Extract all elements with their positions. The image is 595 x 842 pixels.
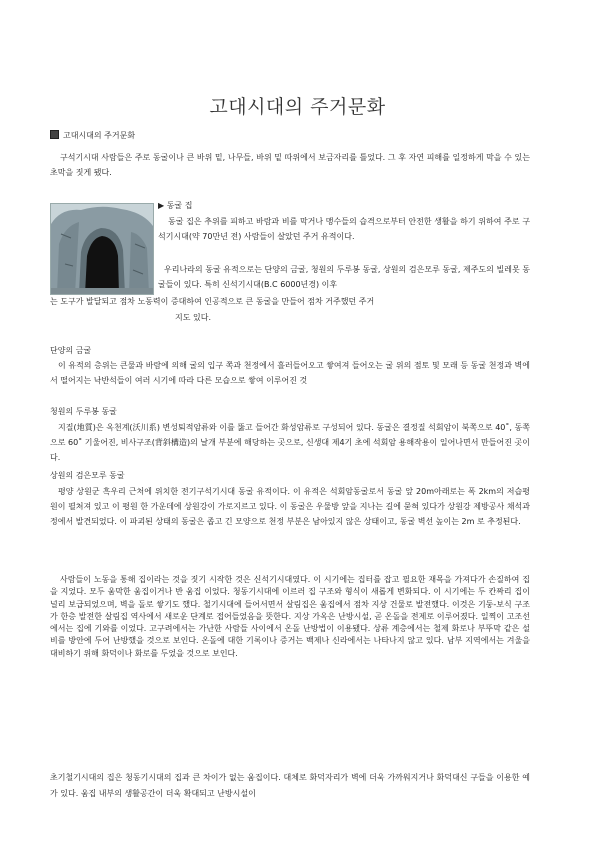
history-paragraph: 사람들이 노동을 통해 집이라는 것을 짓기 시작한 것은 신석기시대였다. 이 시기에는 집터를 잡고 필요한 재목을 가져다가 손질하여 집을 지었다. 모두 움막한 움집이거나 반 움집 이었다. 청동기시대에 이르러 집 구조와 형식이 새롭게 변화되다. 이 시기에는 두 칸짜리 집이 널리 보급되었으며, 벽을 돌로 쌓기도 했다. 철기시대에 들어서면서 살림집은 움집에서 점차 지상 건물로 발전했다. 이것은 기둥-보식 구조가 한층 발전한 살림집 역사에서 새로운 단계로 접어들었음을 뜻한다. 지상 가옥은 난방시설, 곧 온돌을 전제로 이루어졌다. 일찍이 고조선에서는 집에 기와를 이었다. 고구려에서는 가난한 사람들 사이에서 온돌 난방법이 이용됐다. 상류 계층에서는 철제 화로나 부뚜막 같은 설비를 방안에 두어 난방했을 것으로 보인다. 온돌에 대한 기록이나 증거는 백제나 신라에서는 나타나지 않고 있다. 남부 지역에서는 겨울을 대비하기 위해 화덕이나 화로를 두었을 것으로 보인다.: [50, 575, 530, 658]
iron-age-paragraph: 초기철기시대의 집은 청동기시대의 집과 큰 차이가 없는 움집이다. 대체로 화덕자리가 벽에 더욱 가까워지거나 화덕대신 구들을 이용한 예가 있다. 움집 내부의 생활공간이 더욱 확대되고 난방시설이: [50, 773, 530, 798]
cave-heading: ▶ 동굴 집: [158, 201, 193, 210]
cave-paragraph-2-continued: 는 도구가 발달되고 점차 노동력이 증대하여 인공적으로 큰 동굴을 만들어 점차 거주했던 주거: [50, 297, 375, 306]
square-bullet-icon: [50, 130, 59, 139]
intro-paragraph: 구석기시대 사람들은 주로 동굴이나 큰 바위 밑, 나무들, 바위 밑 따위에서 보금자리를 틀었다. 그 후 자연 피해를 일정하게 막을 수 있는 초막을 짓게 됐다.: [50, 153, 530, 177]
danyang-paragraph: 이 유적의 층위는 큰물과 바람에 의해 굴의 입구 쪽과 천정에서 흘러들어오고 쌓여져 들어오는 굴 위의 점토 및 모래 등 동굴 천정과 벽에서 떨어지는 낙반석들이 여러 시기에 따라 다른 모습으로 쌓여 이루어진 것: [50, 361, 530, 385]
geomeun-label: 상원의 검은모루 동굴: [50, 471, 125, 480]
cave-photo-icon: [51, 204, 153, 294]
geomeun-paragraph: 평양 상원군 흑우리 근처에 위치한 전기구석기시대 동굴 유적이다. 이 유적은 석회암동굴로서 동굴 앞 20m아래로는 폭 2km의 저습평원이 펼쳐져 있고 이 평원 한 가운데에 상원강이 가로지르고 있다. 이 동굴은 우물방 앞을 지나는 길에 묻혀 있다가 상원강 제방공사 채석과정에서 발견되었다. 이 파괴된 상태의 동굴은 좁고 긴 모양으로 천정 부분은 남아있지 않은 상태이고, 동굴 벽선 높이는 2m 로 추정된다.: [50, 487, 530, 526]
cave-photo: [50, 203, 154, 295]
page-title: 고대시대의 주거문화: [209, 96, 386, 118]
cave-paragraph-1: 동굴 집은 추위를 피하고 바람과 비를 막거나 맹수들의 습격으로부터 안전한 생활을 하기 위하여 주로 구석기시대(약 70만년 전) 사람들이 살았던 주거 유적이다.: [158, 217, 530, 241]
cave-paragraph-2-end: 지도 있다.: [175, 313, 211, 322]
section-heading: [50, 130, 135, 141]
turubong-label: 청원의 두루봉 동굴: [50, 407, 117, 416]
section-heading-text: 고대시대의 주거문화: [63, 131, 136, 140]
turubong-paragraph: 지질(地質)은 옥천계(沃川系) 변성퇴적암류와 이를 뚫고 들어간 화성암류로 구성되어 있다. 동굴은 결정질 석회암이 북쪽으로 40˚, 동쪽으로 60˚ 기울어진, 비사구조(背斜構造)의 날개 부분에 해당하는 곳으로, 신생대 제4기 초에 석회암 용해작용이 일어나면서 만들어진 곳이다.: [50, 423, 530, 462]
danyang-label: 단양의 금굴: [50, 346, 92, 355]
cave-paragraph-2: 우리나라의 동굴 유적으로는 단양의 금굴, 청원의 두루봉 동굴, 상원의 검은모루 동굴, 제주도의 빌레못 동굴들이 있다. 특히 신석기시대(B.C 6000년경) 이후: [158, 265, 530, 289]
